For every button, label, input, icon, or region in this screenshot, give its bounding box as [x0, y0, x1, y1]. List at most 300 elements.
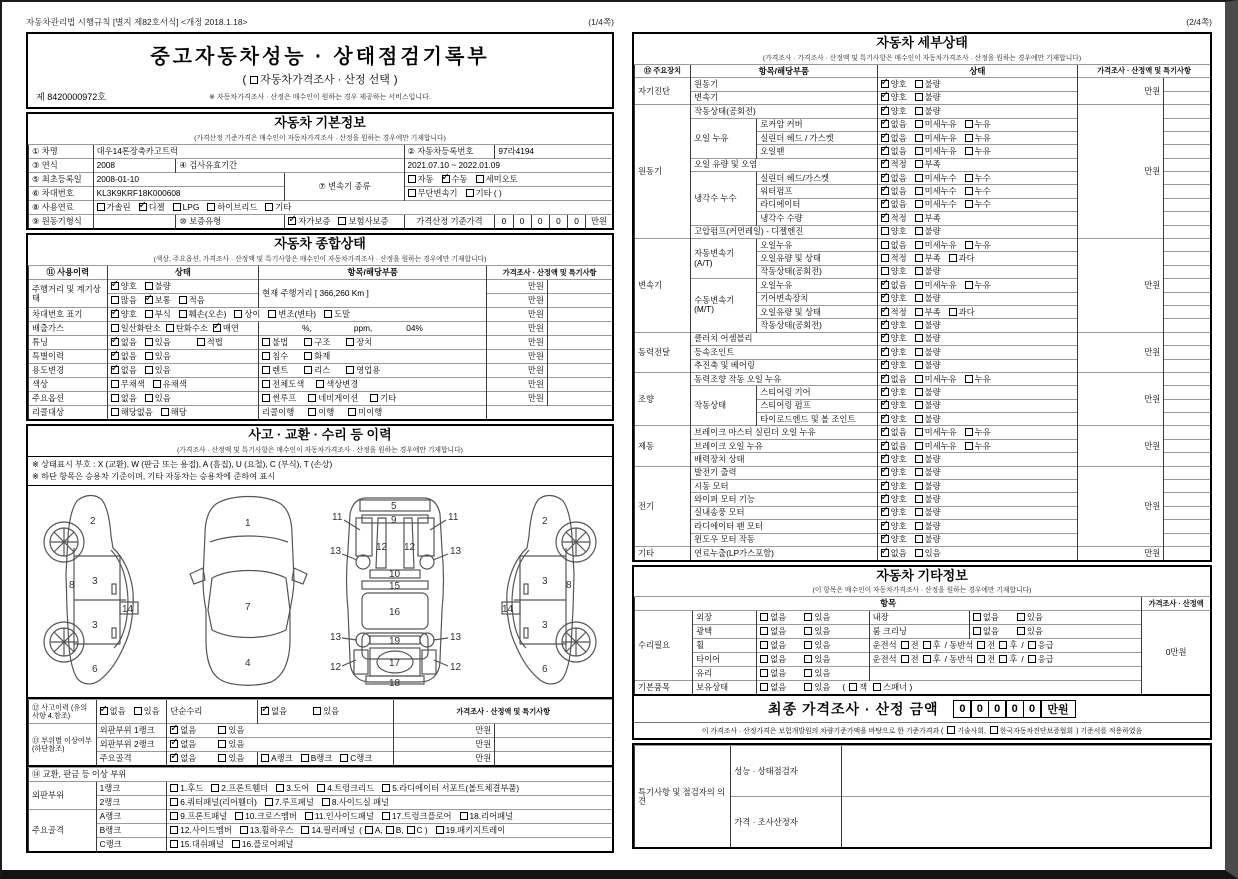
unchecked-checkbox-icon[interactable] — [965, 442, 973, 450]
checkbox-option[interactable]: ✓ 양호 — [881, 388, 907, 397]
checkbox-option[interactable]: ✓ 없음 — [881, 200, 907, 209]
unchecked-checkbox-icon[interactable] — [408, 175, 416, 183]
unchecked-checkbox-icon[interactable] — [973, 627, 981, 635]
checked-checkbox-icon[interactable] — [881, 174, 889, 182]
checked-checkbox-icon[interactable] — [881, 415, 889, 423]
unchecked-checkbox-icon[interactable] — [234, 310, 242, 318]
checkbox-option[interactable]: 불량 — [145, 282, 171, 291]
unchecked-checkbox-icon[interactable] — [382, 812, 390, 820]
unchecked-checkbox-icon[interactable] — [915, 535, 923, 543]
checkbox-option[interactable]: 한국자동차진단보증협회 — [990, 725, 1073, 735]
checkbox-option[interactable]: 없음 — [760, 683, 786, 692]
checked-checkbox-icon[interactable] — [111, 352, 119, 360]
checkbox-option[interactable]: 기타 ( ) — [466, 189, 502, 198]
checkbox-option[interactable]: 불법 — [262, 338, 288, 347]
unchecked-checkbox-icon[interactable] — [804, 613, 812, 621]
unchecked-checkbox-icon[interactable] — [262, 394, 270, 402]
checkbox-option[interactable]: 리스 — [304, 366, 330, 375]
checkbox-option[interactable]: 자동 — [408, 175, 434, 184]
checkbox-option[interactable]: 상이 — [234, 310, 260, 319]
unchecked-checkbox-icon[interactable] — [873, 683, 881, 691]
checked-checkbox-icon[interactable] — [881, 549, 889, 557]
checked-checkbox-icon[interactable] — [881, 321, 889, 329]
unchecked-checkbox-icon[interactable] — [240, 826, 248, 834]
unchecked-checkbox-icon[interactable] — [915, 428, 923, 436]
unchecked-checkbox-icon[interactable] — [145, 282, 153, 290]
unchecked-checkbox-icon[interactable] — [268, 310, 276, 318]
checkbox-option[interactable]: 누유 — [965, 375, 991, 384]
checkbox-option[interactable]: 누유 — [965, 442, 991, 451]
checkbox-option[interactable]: 미이행 — [348, 408, 382, 417]
checkbox-option[interactable]: 있음 — [145, 352, 171, 361]
checkbox-option[interactable]: 불량 — [915, 107, 941, 116]
checkbox-option[interactable]: 후 — [999, 641, 1017, 650]
unchecked-checkbox-icon[interactable] — [760, 627, 768, 635]
checkbox-option[interactable]: 불량 — [915, 227, 941, 236]
checkbox-option[interactable]: ✓ 수동 — [442, 175, 468, 184]
checkbox-option[interactable]: ✓ 없음 — [170, 754, 196, 763]
unchecked-checkbox-icon[interactable] — [965, 134, 973, 142]
checkbox-option[interactable]: 있음 — [134, 707, 160, 716]
checkbox-option[interactable]: 있음 — [218, 726, 244, 735]
checkbox-option[interactable]: ✓ 자가보증 — [288, 217, 330, 226]
unchecked-checkbox-icon[interactable] — [915, 267, 923, 275]
checkbox-option[interactable]: 부식 — [145, 310, 171, 319]
checkbox-option[interactable]: 5.라디에이터 서포트(볼트체결부품) — [382, 784, 519, 793]
checkbox-option[interactable]: 14.필러패널 — [301, 826, 355, 835]
checkbox-option[interactable]: 없음 — [973, 613, 999, 622]
unchecked-checkbox-icon[interactable] — [316, 380, 324, 388]
unchecked-checkbox-icon[interactable] — [166, 324, 174, 332]
unchecked-checkbox-icon[interactable] — [301, 826, 309, 834]
checkbox-option[interactable]: ✓ 없음 — [881, 174, 907, 183]
unchecked-checkbox-icon[interactable] — [915, 415, 923, 423]
checkbox-option[interactable]: 적법 — [197, 338, 223, 347]
unchecked-checkbox-icon[interactable] — [804, 669, 812, 677]
checkbox-option[interactable]: ✓ 없음 — [111, 338, 137, 347]
unchecked-checkbox-icon[interactable] — [965, 200, 973, 208]
unchecked-checkbox-icon[interactable] — [179, 310, 187, 318]
unchecked-checkbox-icon[interactable] — [436, 826, 444, 834]
checkbox-option[interactable]: 전 — [977, 641, 995, 650]
unchecked-checkbox-icon[interactable] — [915, 468, 923, 476]
checked-checkbox-icon[interactable] — [881, 468, 889, 476]
checkbox-option[interactable]: ✓ 양호 — [881, 415, 907, 424]
checkbox-option[interactable]: 미세누유 — [915, 134, 957, 143]
checkbox-option[interactable]: B, — [386, 826, 404, 835]
checked-checkbox-icon[interactable] — [881, 214, 889, 222]
unchecked-checkbox-icon[interactable] — [760, 683, 768, 691]
unchecked-checkbox-icon[interactable] — [262, 380, 270, 388]
checkbox-option[interactable]: 불량 — [915, 522, 941, 531]
checkbox-option[interactable]: ✓ 없음 — [111, 352, 137, 361]
checkbox-option[interactable]: 누수 — [965, 187, 991, 196]
unchecked-checkbox-icon[interactable] — [466, 189, 474, 197]
checkbox-option[interactable]: 없음 — [760, 641, 786, 650]
checkbox-option[interactable]: 있음 — [804, 641, 830, 650]
checkbox-option[interactable]: 불량 — [915, 361, 941, 370]
unchecked-checkbox-icon[interactable] — [977, 641, 985, 649]
unchecked-checkbox-icon[interactable] — [170, 798, 178, 806]
checkbox-option[interactable]: 불량 — [915, 80, 941, 89]
unchecked-checkbox-icon[interactable] — [97, 203, 105, 211]
checkbox-option[interactable]: 미세누유 — [915, 281, 957, 290]
checkbox-option[interactable]: 불량 — [915, 334, 941, 343]
unchecked-checkbox-icon[interactable] — [134, 707, 142, 715]
checked-checkbox-icon[interactable] — [881, 147, 889, 155]
checkbox-option[interactable]: ✓ 디젤 — [139, 203, 165, 212]
unchecked-checkbox-icon[interactable] — [386, 826, 394, 834]
unchecked-checkbox-icon[interactable] — [915, 160, 923, 168]
unchecked-checkbox-icon[interactable] — [915, 361, 923, 369]
checkbox-option[interactable]: 없음 — [881, 241, 907, 250]
checkbox-option[interactable]: 없음 — [760, 655, 786, 664]
checkbox-option[interactable]: ✓ 없음 — [881, 120, 907, 129]
unchecked-checkbox-icon[interactable] — [322, 798, 330, 806]
unchecked-checkbox-icon[interactable] — [915, 549, 923, 557]
unchecked-checkbox-icon[interactable] — [218, 740, 226, 748]
checkbox-option[interactable]: 렌트 — [262, 366, 288, 375]
unchecked-checkbox-icon[interactable] — [1028, 655, 1036, 663]
checkbox-option[interactable]: ✓ 양호 — [881, 348, 907, 357]
checkbox-option[interactable]: 전체도색 — [262, 380, 304, 389]
checkbox-option[interactable]: 미세누수 — [915, 200, 957, 209]
unchecked-checkbox-icon[interactable] — [161, 408, 169, 416]
unchecked-checkbox-icon[interactable] — [999, 641, 1007, 649]
checked-checkbox-icon[interactable] — [170, 726, 178, 734]
unchecked-checkbox-icon[interactable] — [915, 80, 923, 88]
checked-checkbox-icon[interactable] — [881, 134, 889, 142]
unchecked-checkbox-icon[interactable] — [965, 120, 973, 128]
checkbox-option[interactable]: C ) — [407, 826, 428, 835]
checkbox-option[interactable]: ✓양호 — [111, 282, 137, 291]
checked-checkbox-icon[interactable] — [170, 754, 178, 762]
unchecked-checkbox-icon[interactable] — [977, 655, 985, 663]
unchecked-checkbox-icon[interactable] — [915, 482, 923, 490]
checkbox-option[interactable]: 적음 — [179, 296, 205, 305]
unchecked-checkbox-icon[interactable] — [915, 334, 923, 342]
unchecked-checkbox-icon[interactable] — [965, 174, 973, 182]
checkbox-option[interactable]: ✓ 양호 — [881, 522, 907, 531]
checkbox-option[interactable]: 썬루프 — [262, 394, 296, 403]
unchecked-checkbox-icon[interactable] — [261, 754, 269, 762]
checkbox-option[interactable]: 해당 — [161, 408, 187, 417]
unchecked-checkbox-icon[interactable] — [407, 826, 415, 834]
checkbox-option[interactable]: ✓ 양호 — [881, 495, 907, 504]
unchecked-checkbox-icon[interactable] — [250, 76, 258, 84]
unchecked-checkbox-icon[interactable] — [304, 338, 312, 346]
checkbox-option[interactable]: 없음 — [760, 613, 786, 622]
checked-checkbox-icon[interactable] — [213, 324, 221, 332]
checkbox-option[interactable]: 12.사이드멤버 — [170, 826, 232, 835]
unchecked-checkbox-icon[interactable] — [804, 683, 812, 691]
unchecked-checkbox-icon[interactable] — [923, 655, 931, 663]
checkbox-option[interactable]: 유채색 — [153, 380, 187, 389]
unchecked-checkbox-icon[interactable] — [111, 408, 119, 416]
checkbox-option[interactable]: 세미오토 — [476, 175, 518, 184]
checkbox-option[interactable]: 도말 — [324, 310, 350, 319]
checkbox-option[interactable]: ✓ 없음 — [111, 366, 137, 375]
checkbox-option[interactable]: 있음 — [804, 683, 830, 692]
unchecked-checkbox-icon[interactable] — [301, 754, 309, 762]
checkbox-option[interactable]: 있음 — [804, 655, 830, 664]
unchecked-checkbox-icon[interactable] — [370, 394, 378, 402]
unchecked-checkbox-icon[interactable] — [313, 707, 321, 715]
unchecked-checkbox-icon[interactable] — [915, 495, 923, 503]
checkbox-option[interactable]: ✓ 없음 — [881, 549, 907, 558]
checkbox-option[interactable]: 후 — [923, 655, 941, 664]
checked-checkbox-icon[interactable] — [139, 203, 147, 211]
unchecked-checkbox-icon[interactable] — [915, 147, 923, 155]
checkbox-option[interactable]: 불량 — [915, 93, 941, 102]
checkbox-option[interactable]: 2.프론트휀더 — [211, 784, 268, 793]
unchecked-checkbox-icon[interactable] — [915, 174, 923, 182]
unchecked-checkbox-icon[interactable] — [915, 200, 923, 208]
checkbox-option[interactable]: 미세누유 — [915, 442, 957, 451]
unchecked-checkbox-icon[interactable] — [915, 93, 923, 101]
checkbox-option[interactable]: 기타 — [370, 394, 396, 403]
checked-checkbox-icon[interactable] — [261, 707, 269, 715]
unchecked-checkbox-icon[interactable] — [408, 189, 416, 197]
checkbox-option[interactable]: 색상변경 — [316, 380, 358, 389]
unchecked-checkbox-icon[interactable] — [915, 294, 923, 302]
unchecked-checkbox-icon[interactable] — [145, 352, 153, 360]
unchecked-checkbox-icon[interactable] — [760, 613, 768, 621]
checked-checkbox-icon[interactable] — [442, 175, 450, 183]
checkbox-option[interactable]: 3.도어 — [276, 784, 309, 793]
checked-checkbox-icon[interactable] — [881, 120, 889, 128]
unchecked-checkbox-icon[interactable] — [999, 655, 1007, 663]
checkbox-option[interactable]: 변조(변타) — [268, 310, 316, 319]
checkbox-option[interactable]: 미세누유 — [915, 428, 957, 437]
checkbox-option[interactable]: B랭크 — [301, 754, 333, 763]
unchecked-checkbox-icon[interactable] — [308, 394, 316, 402]
checkbox-option[interactable]: 누유 — [965, 134, 991, 143]
checked-checkbox-icon[interactable] — [881, 294, 889, 302]
unchecked-checkbox-icon[interactable] — [262, 338, 270, 346]
checkbox-option[interactable]: 13.휠하우스 — [240, 826, 294, 835]
checked-checkbox-icon[interactable] — [111, 338, 119, 346]
checked-checkbox-icon[interactable] — [881, 107, 889, 115]
unchecked-checkbox-icon[interactable] — [915, 388, 923, 396]
unchecked-checkbox-icon[interactable] — [308, 408, 316, 416]
unchecked-checkbox-icon[interactable] — [965, 375, 973, 383]
checkbox-option[interactable]: ✓ 적정 — [881, 160, 907, 169]
unchecked-checkbox-icon[interactable] — [949, 308, 957, 316]
checked-checkbox-icon[interactable] — [881, 80, 889, 88]
checkbox-option[interactable]: ✓ 양호 — [111, 310, 137, 319]
unchecked-checkbox-icon[interactable] — [965, 187, 973, 195]
unchecked-checkbox-icon[interactable] — [145, 310, 153, 318]
checkbox-option[interactable]: ✓ 없음 — [170, 740, 196, 749]
unchecked-checkbox-icon[interactable] — [211, 784, 219, 792]
checkbox-option[interactable]: 응급 — [1028, 655, 1054, 664]
checkbox-option[interactable]: ✓ 양호 — [881, 508, 907, 517]
unchecked-checkbox-icon[interactable] — [348, 408, 356, 416]
unchecked-checkbox-icon[interactable] — [804, 641, 812, 649]
checkbox-option[interactable]: ✓ 없음 — [100, 707, 126, 716]
unchecked-checkbox-icon[interactable] — [340, 754, 348, 762]
unchecked-checkbox-icon[interactable] — [901, 655, 909, 663]
checkbox-option[interactable]: 자동차가격조사 · 산정 선택 — [250, 71, 390, 87]
checkbox-option[interactable]: ✓ 없음 — [881, 281, 907, 290]
unchecked-checkbox-icon[interactable] — [760, 655, 768, 663]
checked-checkbox-icon[interactable] — [881, 334, 889, 342]
unchecked-checkbox-icon[interactable] — [145, 394, 153, 402]
checked-checkbox-icon[interactable] — [881, 455, 889, 463]
unchecked-checkbox-icon[interactable] — [804, 655, 812, 663]
unchecked-checkbox-icon[interactable] — [170, 784, 178, 792]
checked-checkbox-icon[interactable] — [881, 200, 889, 208]
checkbox-option[interactable]: 없음 — [973, 627, 999, 636]
checkbox-option[interactable]: 9.프론트패널 — [170, 812, 227, 821]
unchecked-checkbox-icon[interactable] — [915, 401, 923, 409]
checkbox-option[interactable]: 훼손(오손) — [179, 310, 227, 319]
checkbox-option[interactable]: ✓ 양호 — [881, 334, 907, 343]
checkbox-option[interactable]: ✓ 양호 — [881, 361, 907, 370]
checkbox-option[interactable]: 과다 — [949, 308, 975, 317]
checkbox-option[interactable]: 누수 — [965, 200, 991, 209]
unchecked-checkbox-icon[interactable] — [915, 442, 923, 450]
unchecked-checkbox-icon[interactable] — [207, 203, 215, 211]
checkbox-option[interactable]: 16.플로어패널 — [232, 840, 294, 849]
checkbox-option[interactable]: 불량 — [915, 508, 941, 517]
checkbox-option[interactable]: ✓ 적정 — [881, 308, 907, 317]
checkbox-option[interactable]: 장치 — [346, 338, 372, 347]
checked-checkbox-icon[interactable] — [881, 482, 889, 490]
unchecked-checkbox-icon[interactable] — [170, 812, 178, 820]
checkbox-option[interactable]: 잭 — [849, 683, 867, 692]
checked-checkbox-icon[interactable] — [881, 495, 889, 503]
checked-checkbox-icon[interactable] — [881, 308, 889, 316]
checked-checkbox-icon[interactable] — [881, 361, 889, 369]
unchecked-checkbox-icon[interactable] — [262, 366, 270, 374]
checkbox-option[interactable]: 있음 — [145, 366, 171, 375]
checkbox-option[interactable]: 불량 — [915, 401, 941, 410]
unchecked-checkbox-icon[interactable] — [915, 120, 923, 128]
unchecked-checkbox-icon[interactable] — [346, 338, 354, 346]
checkbox-option[interactable]: 미세누수 — [915, 174, 957, 183]
checkbox-option[interactable]: 8.사이드실 패널 — [322, 798, 389, 807]
checkbox-option[interactable]: 있음 — [1017, 613, 1043, 622]
checkbox-option[interactable]: ✓ 양호 — [881, 321, 907, 330]
unchecked-checkbox-icon[interactable] — [804, 627, 812, 635]
unchecked-checkbox-icon[interactable] — [881, 241, 889, 249]
checkbox-option[interactable]: 있음 — [218, 754, 244, 763]
checked-checkbox-icon[interactable] — [111, 282, 119, 290]
checked-checkbox-icon[interactable] — [881, 388, 889, 396]
unchecked-checkbox-icon[interactable] — [218, 754, 226, 762]
checkbox-option[interactable]: ✓ 양호 — [881, 93, 907, 102]
unchecked-checkbox-icon[interactable] — [235, 812, 243, 820]
checkbox-option[interactable]: 있음 — [804, 627, 830, 636]
unchecked-checkbox-icon[interactable] — [111, 296, 119, 304]
checkbox-option[interactable]: A랭크 — [261, 754, 293, 763]
checkbox-option[interactable]: C랭크 — [340, 754, 372, 763]
checked-checkbox-icon[interactable] — [881, 508, 889, 516]
checkbox-option[interactable]: 누유 — [965, 281, 991, 290]
checkbox-option[interactable]: ✓ 양호 — [881, 401, 907, 410]
checkbox-option[interactable]: 불량 — [915, 468, 941, 477]
unchecked-checkbox-icon[interactable] — [304, 366, 312, 374]
unchecked-checkbox-icon[interactable] — [111, 380, 119, 388]
unchecked-checkbox-icon[interactable] — [915, 508, 923, 516]
checkbox-option[interactable]: 응급 — [1028, 641, 1054, 650]
checkbox-option[interactable]: ✓ 양호 — [881, 294, 907, 303]
checked-checkbox-icon[interactable] — [100, 707, 108, 715]
unchecked-checkbox-icon[interactable] — [365, 826, 373, 834]
checkbox-option[interactable]: 7.루프패널 — [265, 798, 314, 807]
checked-checkbox-icon[interactable] — [881, 535, 889, 543]
checkbox-option[interactable]: 과다 — [949, 254, 975, 263]
checkbox-option[interactable]: 없음 — [111, 394, 137, 403]
checkbox-option[interactable]: 부족 — [915, 254, 941, 263]
checked-checkbox-icon[interactable] — [881, 375, 889, 383]
checkbox-option[interactable]: 없음 — [760, 669, 786, 678]
checkbox-option[interactable]: LPG — [173, 203, 200, 212]
checkbox-option[interactable]: 10.크로스멤버 — [235, 812, 297, 821]
checkbox-option[interactable]: 6.쿼터패널(리어휀더) — [170, 798, 257, 807]
unchecked-checkbox-icon[interactable] — [923, 641, 931, 649]
unchecked-checkbox-icon[interactable] — [915, 214, 923, 222]
checkbox-option[interactable]: ✓ 없음 — [881, 134, 907, 143]
checkbox-option[interactable]: 15.대쉬패널 — [170, 840, 224, 849]
unchecked-checkbox-icon[interactable] — [915, 308, 923, 316]
checkbox-option[interactable]: 누유 — [965, 241, 991, 250]
checkbox-option[interactable]: 무채색 — [111, 380, 145, 389]
unchecked-checkbox-icon[interactable] — [304, 352, 312, 360]
checkbox-option[interactable]: 미세누수 — [915, 187, 957, 196]
checkbox-option[interactable]: 19.패키지트레이 — [436, 826, 506, 835]
checkbox-option[interactable]: 미세누유 — [915, 147, 957, 156]
unchecked-checkbox-icon[interactable] — [915, 348, 923, 356]
checkbox-option[interactable]: 적정 — [881, 254, 907, 263]
checkbox-option[interactable]: 불량 — [915, 388, 941, 397]
checkbox-option[interactable]: 불량 — [915, 348, 941, 357]
checkbox-option[interactable]: ✓ 매연 — [213, 324, 239, 333]
unchecked-checkbox-icon[interactable] — [915, 254, 923, 262]
checkbox-option[interactable]: A, — [365, 826, 383, 835]
checkbox-option[interactable]: 불량 — [915, 321, 941, 330]
unchecked-checkbox-icon[interactable] — [1017, 613, 1025, 621]
unchecked-checkbox-icon[interactable] — [179, 296, 187, 304]
checkbox-option[interactable]: ✓ 양호 — [881, 80, 907, 89]
unchecked-checkbox-icon[interactable] — [881, 267, 889, 275]
checkbox-option[interactable]: ✓ 없음 — [881, 428, 907, 437]
unchecked-checkbox-icon[interactable] — [1017, 627, 1025, 635]
checkbox-option[interactable]: ✓ 양호 — [881, 107, 907, 116]
checkbox-option[interactable]: 해당없음 — [111, 408, 153, 417]
unchecked-checkbox-icon[interactable] — [317, 784, 325, 792]
unchecked-checkbox-icon[interactable] — [965, 241, 973, 249]
checkbox-option[interactable]: ✓ 없음 — [170, 726, 196, 735]
unchecked-checkbox-icon[interactable] — [305, 812, 313, 820]
unchecked-checkbox-icon[interactable] — [990, 726, 998, 734]
checked-checkbox-icon[interactable] — [145, 296, 153, 304]
checkbox-option[interactable]: 4.트렁크리드 — [317, 784, 374, 793]
checkbox-option[interactable]: ✓ 양호 — [881, 468, 907, 477]
unchecked-checkbox-icon[interactable] — [915, 375, 923, 383]
checkbox-option[interactable]: 누유 — [965, 147, 991, 156]
checkbox-option[interactable]: 1.후드 — [170, 784, 203, 793]
checkbox-option[interactable]: 불량 — [915, 267, 941, 276]
checkbox-option[interactable]: 부족 — [915, 308, 941, 317]
checkbox-option[interactable]: 보험사보증 — [338, 217, 388, 226]
unchecked-checkbox-icon[interactable] — [965, 147, 973, 155]
checkbox-option[interactable]: 있음 — [313, 707, 339, 716]
unchecked-checkbox-icon[interactable] — [265, 798, 273, 806]
checkbox-option[interactable]: 화재 — [304, 352, 330, 361]
